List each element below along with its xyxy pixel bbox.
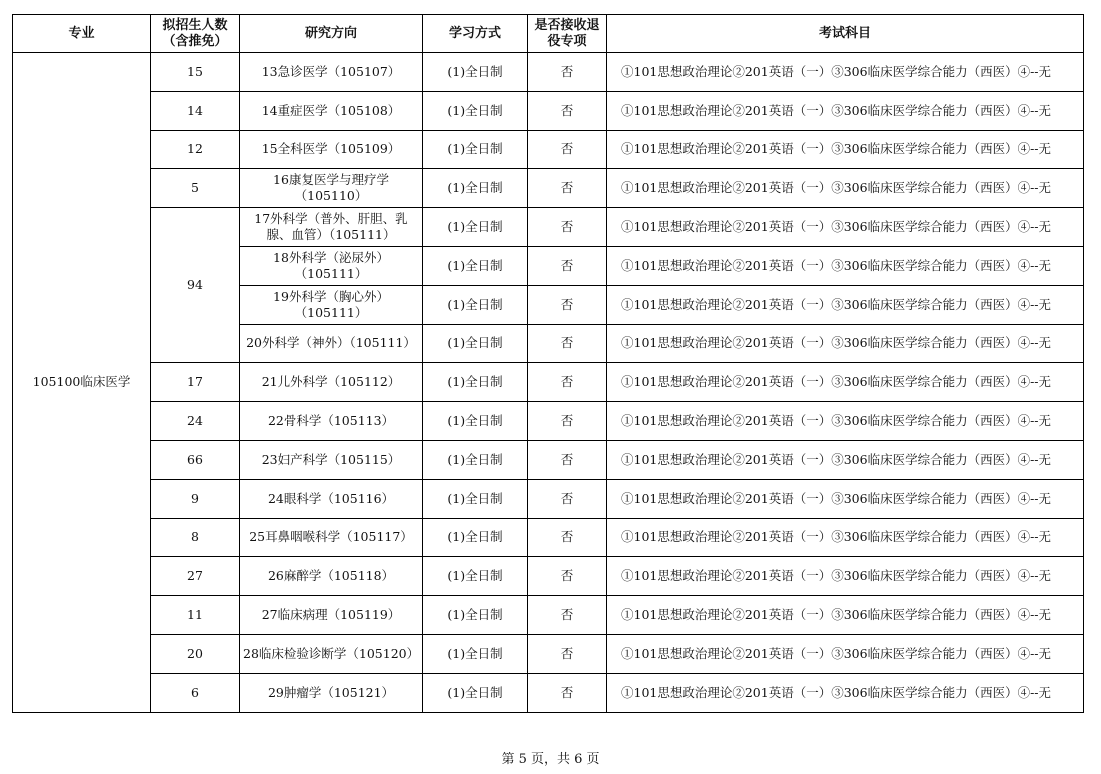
header-veteran: 是否接收退役专项 — [528, 15, 607, 53]
mode-cell: (1)全日制 — [423, 673, 528, 712]
quota-cell: 27 — [151, 557, 240, 596]
surgery-quota-cell: 94 — [151, 208, 240, 363]
quota-cell: 12 — [151, 130, 240, 169]
table-row — [13, 634, 1084, 673]
exam-cell: ①101思想政治理论②201英语（一）③306临床医学综合能力（西医）④--无 — [607, 557, 1084, 596]
header-major: 专业 — [13, 15, 151, 53]
direction-cell: 22骨科学（105113） — [240, 402, 423, 441]
table-row — [13, 208, 1084, 247]
quota-cell: 66 — [151, 440, 240, 479]
table-row — [13, 363, 1084, 402]
direction-cell: 21儿外科学（105112） — [240, 363, 423, 402]
mode-cell: (1)全日制 — [423, 285, 528, 324]
veteran-cell: 否 — [528, 634, 607, 673]
quota-cell: 6 — [151, 673, 240, 712]
quota-cell: 24 — [151, 402, 240, 441]
mode-cell: (1)全日制 — [423, 518, 528, 557]
mode-cell: (1)全日制 — [423, 246, 528, 285]
exam-cell: ①101思想政治理论②201英语（一）③306临床医学综合能力（西医）④--无 — [607, 402, 1084, 441]
header-direction: 研究方向 — [240, 15, 423, 53]
mode-cell: (1)全日制 — [423, 557, 528, 596]
quota-cell: 14 — [151, 91, 240, 130]
quota-cell: 5 — [151, 169, 240, 208]
quota-cell: 11 — [151, 596, 240, 635]
direction-cell: 29肿瘤学（105121） — [240, 673, 423, 712]
direction-cell: 14重症医学（105108） — [240, 91, 423, 130]
veteran-cell: 否 — [528, 402, 607, 441]
exam-cell: ①101思想政治理论②201英语（一）③306临床医学综合能力（西医）④--无 — [607, 479, 1084, 518]
exam-cell: ①101思想政治理论②201英语（一）③306临床医学综合能力（西医）④--无 — [607, 169, 1084, 208]
mode-cell: (1)全日制 — [423, 596, 528, 635]
direction-cell: 26麻醉学（105118） — [240, 557, 423, 596]
exam-cell: ①101思想政治理论②201英语（一）③306临床医学综合能力（西医）④--无 — [607, 246, 1084, 285]
direction-cell: 28临床检验诊断学（105120） — [240, 634, 423, 673]
direction-cell: 20外科学（神外）（105111） — [240, 324, 423, 363]
mode-cell: (1)全日制 — [423, 53, 528, 92]
veteran-cell: 否 — [528, 53, 607, 92]
veteran-cell: 否 — [528, 130, 607, 169]
exam-cell: ①101思想政治理论②201英语（一）③306临床医学综合能力（西医）④--无 — [607, 208, 1084, 247]
table-row — [13, 169, 1084, 208]
direction-cell: 24眼科学（105116） — [240, 479, 423, 518]
exam-cell: ①101思想政治理论②201英语（一）③306临床医学综合能力（西医）④--无 — [607, 363, 1084, 402]
direction-cell: 17外科学（普外、肝胆、乳腺、血管）（105111） — [240, 208, 423, 247]
quota-cell: 17 — [151, 363, 240, 402]
quota-cell: 8 — [151, 518, 240, 557]
veteran-cell: 否 — [528, 440, 607, 479]
veteran-cell: 否 — [528, 557, 607, 596]
veteran-cell: 否 — [528, 169, 607, 208]
veteran-cell: 否 — [528, 91, 607, 130]
table-row — [13, 53, 1084, 92]
veteran-cell: 否 — [528, 246, 607, 285]
table-row — [13, 402, 1084, 441]
direction-cell: 19外科学（胸心外）（105111） — [240, 285, 423, 324]
exam-cell: ①101思想政治理论②201英语（一）③306临床医学综合能力（西医）④--无 — [607, 285, 1084, 324]
quota-cell: 15 — [151, 53, 240, 92]
mode-cell: (1)全日制 — [423, 91, 528, 130]
direction-cell: 16康复医学与理疗学（105110） — [240, 169, 423, 208]
veteran-cell: 否 — [528, 324, 607, 363]
veteran-cell: 否 — [528, 363, 607, 402]
header-study-mode: 学习方式 — [423, 15, 528, 53]
mode-cell: (1)全日制 — [423, 169, 528, 208]
veteran-cell: 否 — [528, 285, 607, 324]
exam-cell: ①101思想政治理论②201英语（一）③306临床医学综合能力（西医）④--无 — [607, 440, 1084, 479]
mode-cell: (1)全日制 — [423, 402, 528, 441]
direction-cell: 13急诊医学（105107） — [240, 53, 423, 92]
quota-cell: 9 — [151, 479, 240, 518]
table-row — [13, 479, 1084, 518]
exam-cell: ①101思想政治理论②201英语（一）③306临床医学综合能力（西医）④--无 — [607, 518, 1084, 557]
exam-cell: ①101思想政治理论②201英语（一）③306临床医学综合能力（西医）④--无 — [607, 324, 1084, 363]
table-row — [13, 596, 1084, 635]
exam-cell: ①101思想政治理论②201英语（一）③306临床医学综合能力（西医）④--无 — [607, 673, 1084, 712]
veteran-cell: 否 — [528, 208, 607, 247]
direction-cell: 15全科医学（105109） — [240, 130, 423, 169]
veteran-cell: 否 — [528, 479, 607, 518]
direction-cell: 18外科学（泌尿外）（105111） — [240, 246, 423, 285]
quota-cell: 20 — [151, 634, 240, 673]
mode-cell: (1)全日制 — [423, 363, 528, 402]
admission-table — [12, 14, 1084, 713]
mode-cell: (1)全日制 — [423, 208, 528, 247]
veteran-cell: 否 — [528, 673, 607, 712]
major-cell: 105100临床医学 — [13, 53, 151, 713]
table-row — [13, 91, 1084, 130]
exam-cell: ①101思想政治理论②201英语（一）③306临床医学综合能力（西医）④--无 — [607, 53, 1084, 92]
veteran-cell: 否 — [528, 518, 607, 557]
page-footer: 第 5 页，共 6 页 — [501, 752, 600, 767]
mode-cell: (1)全日制 — [423, 440, 528, 479]
table-row — [13, 557, 1084, 596]
exam-cell: ①101思想政治理论②201英语（一）③306临床医学综合能力（西医）④--无 — [607, 634, 1084, 673]
mode-cell: (1)全日制 — [423, 479, 528, 518]
table-row — [13, 440, 1084, 479]
header-quota: 拟招生人数（含推免） — [151, 15, 240, 53]
exam-cell: ①101思想政治理论②201英语（一）③306临床医学综合能力（西医）④--无 — [607, 130, 1084, 169]
exam-cell: ①101思想政治理论②201英语（一）③306临床医学综合能力（西医）④--无 — [607, 596, 1084, 635]
table-row — [13, 130, 1084, 169]
exam-cell: ①101思想政治理论②201英语（一）③306临床医学综合能力（西医）④--无 — [607, 91, 1084, 130]
table-row — [13, 518, 1084, 557]
mode-cell: (1)全日制 — [423, 634, 528, 673]
table-row — [13, 673, 1084, 712]
direction-cell: 27临床病理（105119） — [240, 596, 423, 635]
direction-cell: 25耳鼻咽喉科学（105117） — [240, 518, 423, 557]
mode-cell: (1)全日制 — [423, 324, 528, 363]
veteran-cell: 否 — [528, 596, 607, 635]
header-exam: 考试科目 — [607, 15, 1084, 53]
header-row — [13, 15, 1084, 53]
mode-cell: (1)全日制 — [423, 130, 528, 169]
direction-cell: 23妇产科学（105115） — [240, 440, 423, 479]
